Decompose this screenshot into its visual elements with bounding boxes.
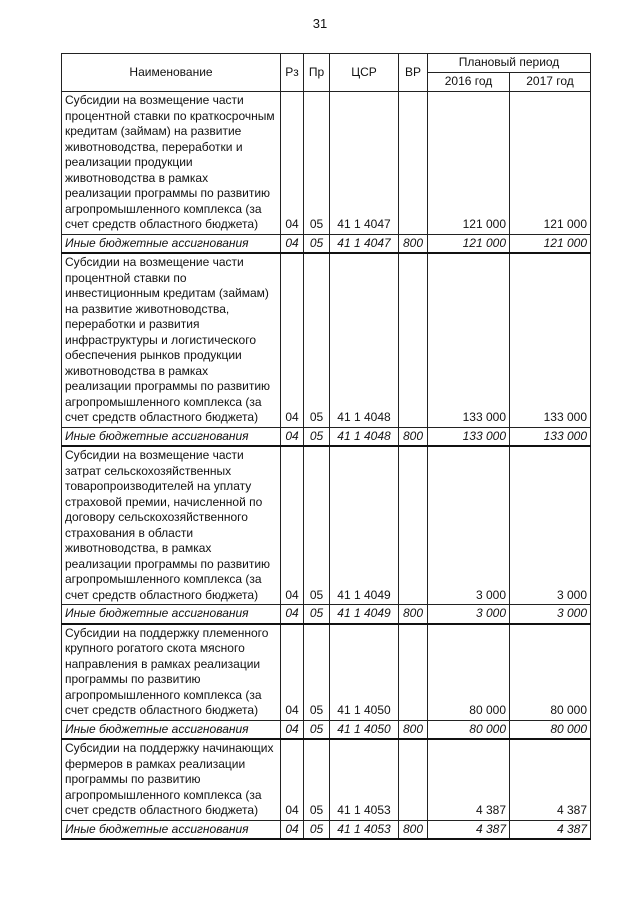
row-csr: 41 1 4049: [330, 446, 399, 605]
row-csr: 41 1 4048: [330, 253, 399, 427]
row-csr: 41 1 4053: [330, 739, 399, 820]
row-value-2017: 121 000: [510, 234, 591, 253]
row-rz: 04: [281, 234, 304, 253]
row-rz: 04: [281, 253, 304, 427]
row-pr: 05: [304, 605, 330, 624]
row-value-2017: 121 000: [510, 92, 591, 235]
row-name: Иные бюджетные ассигнования: [62, 720, 281, 739]
row-csr: 41 1 4048: [330, 427, 399, 446]
table-row: [62, 446, 591, 605]
row-rz: 04: [281, 92, 304, 235]
row-vr: 800: [399, 820, 428, 839]
row-value-2016: 121 000: [428, 92, 510, 235]
row-pr: 05: [304, 234, 330, 253]
row-name: Субсидии на возмещение части процентной ставки по краткосрочным кредитам (займам) на развитие животноводства, переработки и реализации продукции животноводства в рамках реализации программы по развитию агропромышленного комплекса (за счет средств областного бюджета): [62, 92, 281, 235]
header-vr: ВР: [399, 54, 428, 92]
row-vr: [399, 739, 428, 820]
header-row-1: [62, 54, 591, 73]
budget-table: [61, 53, 591, 840]
table-row: [62, 253, 591, 427]
row-value-2016: 3 000: [428, 446, 510, 605]
table-row-subtotal: [62, 605, 591, 624]
row-value-2017: 133 000: [510, 427, 591, 446]
row-value-2017: 133 000: [510, 253, 591, 427]
row-value-2016: 133 000: [428, 427, 510, 446]
row-rz: 04: [281, 605, 304, 624]
page-number: 31: [312, 16, 328, 31]
row-name: Иные бюджетные ассигнования: [62, 234, 281, 253]
row-rz: 04: [281, 446, 304, 605]
row-name: Субсидии на поддержку племенного крупного рогатого скота мясного направления в рамках реализации программы по развитию агропромышленного комплекса (за счет средств областного бюджета): [62, 624, 281, 721]
row-rz: 04: [281, 720, 304, 739]
row-csr: 41 1 4050: [330, 624, 399, 721]
row-vr: [399, 624, 428, 721]
row-value-2016: 4 387: [428, 739, 510, 820]
row-value-2017: 80 000: [510, 624, 591, 721]
row-value-2016: 80 000: [428, 720, 510, 739]
row-vr: 800: [399, 234, 428, 253]
row-value-2016: 121 000: [428, 234, 510, 253]
row-rz: 04: [281, 820, 304, 839]
row-vr: 800: [399, 720, 428, 739]
row-value-2016: 133 000: [428, 253, 510, 427]
row-name: Субсидии на поддержку начинающих фермеров в рамках реализации программы по развитию агропромышленного комплекса (за счет средств областного бюджета): [62, 739, 281, 820]
table-row-subtotal: [62, 234, 591, 253]
row-rz: 04: [281, 624, 304, 721]
row-vr: [399, 446, 428, 605]
row-csr: 41 1 4047: [330, 92, 399, 235]
row-value-2017: 3 000: [510, 605, 591, 624]
row-pr: 05: [304, 253, 330, 427]
table-row-subtotal: [62, 820, 591, 839]
header-year-2016: 2016 год: [428, 73, 510, 92]
row-pr: 05: [304, 446, 330, 605]
header-name: Наименование: [62, 54, 281, 92]
row-pr: 05: [304, 820, 330, 839]
row-value-2017: 4 387: [510, 820, 591, 839]
header-csr: ЦСР: [330, 54, 399, 92]
row-name: Субсидии на возмещение части затрат сельскохозяйственных товаропроизводителей на уплату страховой премии, начисленной по договору сельскохозяйственного страхования в области животноводства, в рамках реализации программы по развитию агропромышленного комплекса (за счет средств областного бюджета): [62, 446, 281, 605]
row-pr: 05: [304, 739, 330, 820]
table-row: [62, 92, 591, 235]
row-name: Иные бюджетные ассигнования: [62, 605, 281, 624]
row-rz: 04: [281, 427, 304, 446]
row-csr: 41 1 4047: [330, 234, 399, 253]
row-name: Субсидии на возмещение части процентной ставки по инвестиционным кредитам (займам) на развитие животноводства, переработки и развития инфраструктуры и логистического обеспечения рынков продукции животноводства в рамках реализации программы по развитию агропромышленного комплекса (за счет средств областного бюджета): [62, 253, 281, 427]
row-value-2016: 4 387: [428, 820, 510, 839]
table-body: [62, 92, 591, 840]
header-planned-period: Плановый период: [428, 54, 591, 73]
row-pr: 05: [304, 427, 330, 446]
row-csr: 41 1 4053: [330, 820, 399, 839]
table-row-subtotal: [62, 427, 591, 446]
table-row: [62, 624, 591, 721]
row-vr: [399, 253, 428, 427]
table-row-subtotal: [62, 720, 591, 739]
row-value-2017: 80 000: [510, 720, 591, 739]
header-pr: Пр: [304, 54, 330, 92]
header-rz: Рз: [281, 54, 304, 92]
row-value-2016: 80 000: [428, 624, 510, 721]
row-value-2017: 4 387: [510, 739, 591, 820]
row-vr: 800: [399, 605, 428, 624]
table-row: [62, 739, 591, 820]
row-csr: 41 1 4049: [330, 605, 399, 624]
row-pr: 05: [304, 92, 330, 235]
row-name: Иные бюджетные ассигнования: [62, 427, 281, 446]
row-vr: [399, 92, 428, 235]
row-pr: 05: [304, 720, 330, 739]
row-csr: 41 1 4050: [330, 720, 399, 739]
row-value-2017: 3 000: [510, 446, 591, 605]
row-pr: 05: [304, 624, 330, 721]
row-name: Иные бюджетные ассигнования: [62, 820, 281, 839]
row-rz: 04: [281, 739, 304, 820]
row-value-2016: 3 000: [428, 605, 510, 624]
header-year-2017: 2017 год: [510, 73, 591, 92]
row-vr: 800: [399, 427, 428, 446]
